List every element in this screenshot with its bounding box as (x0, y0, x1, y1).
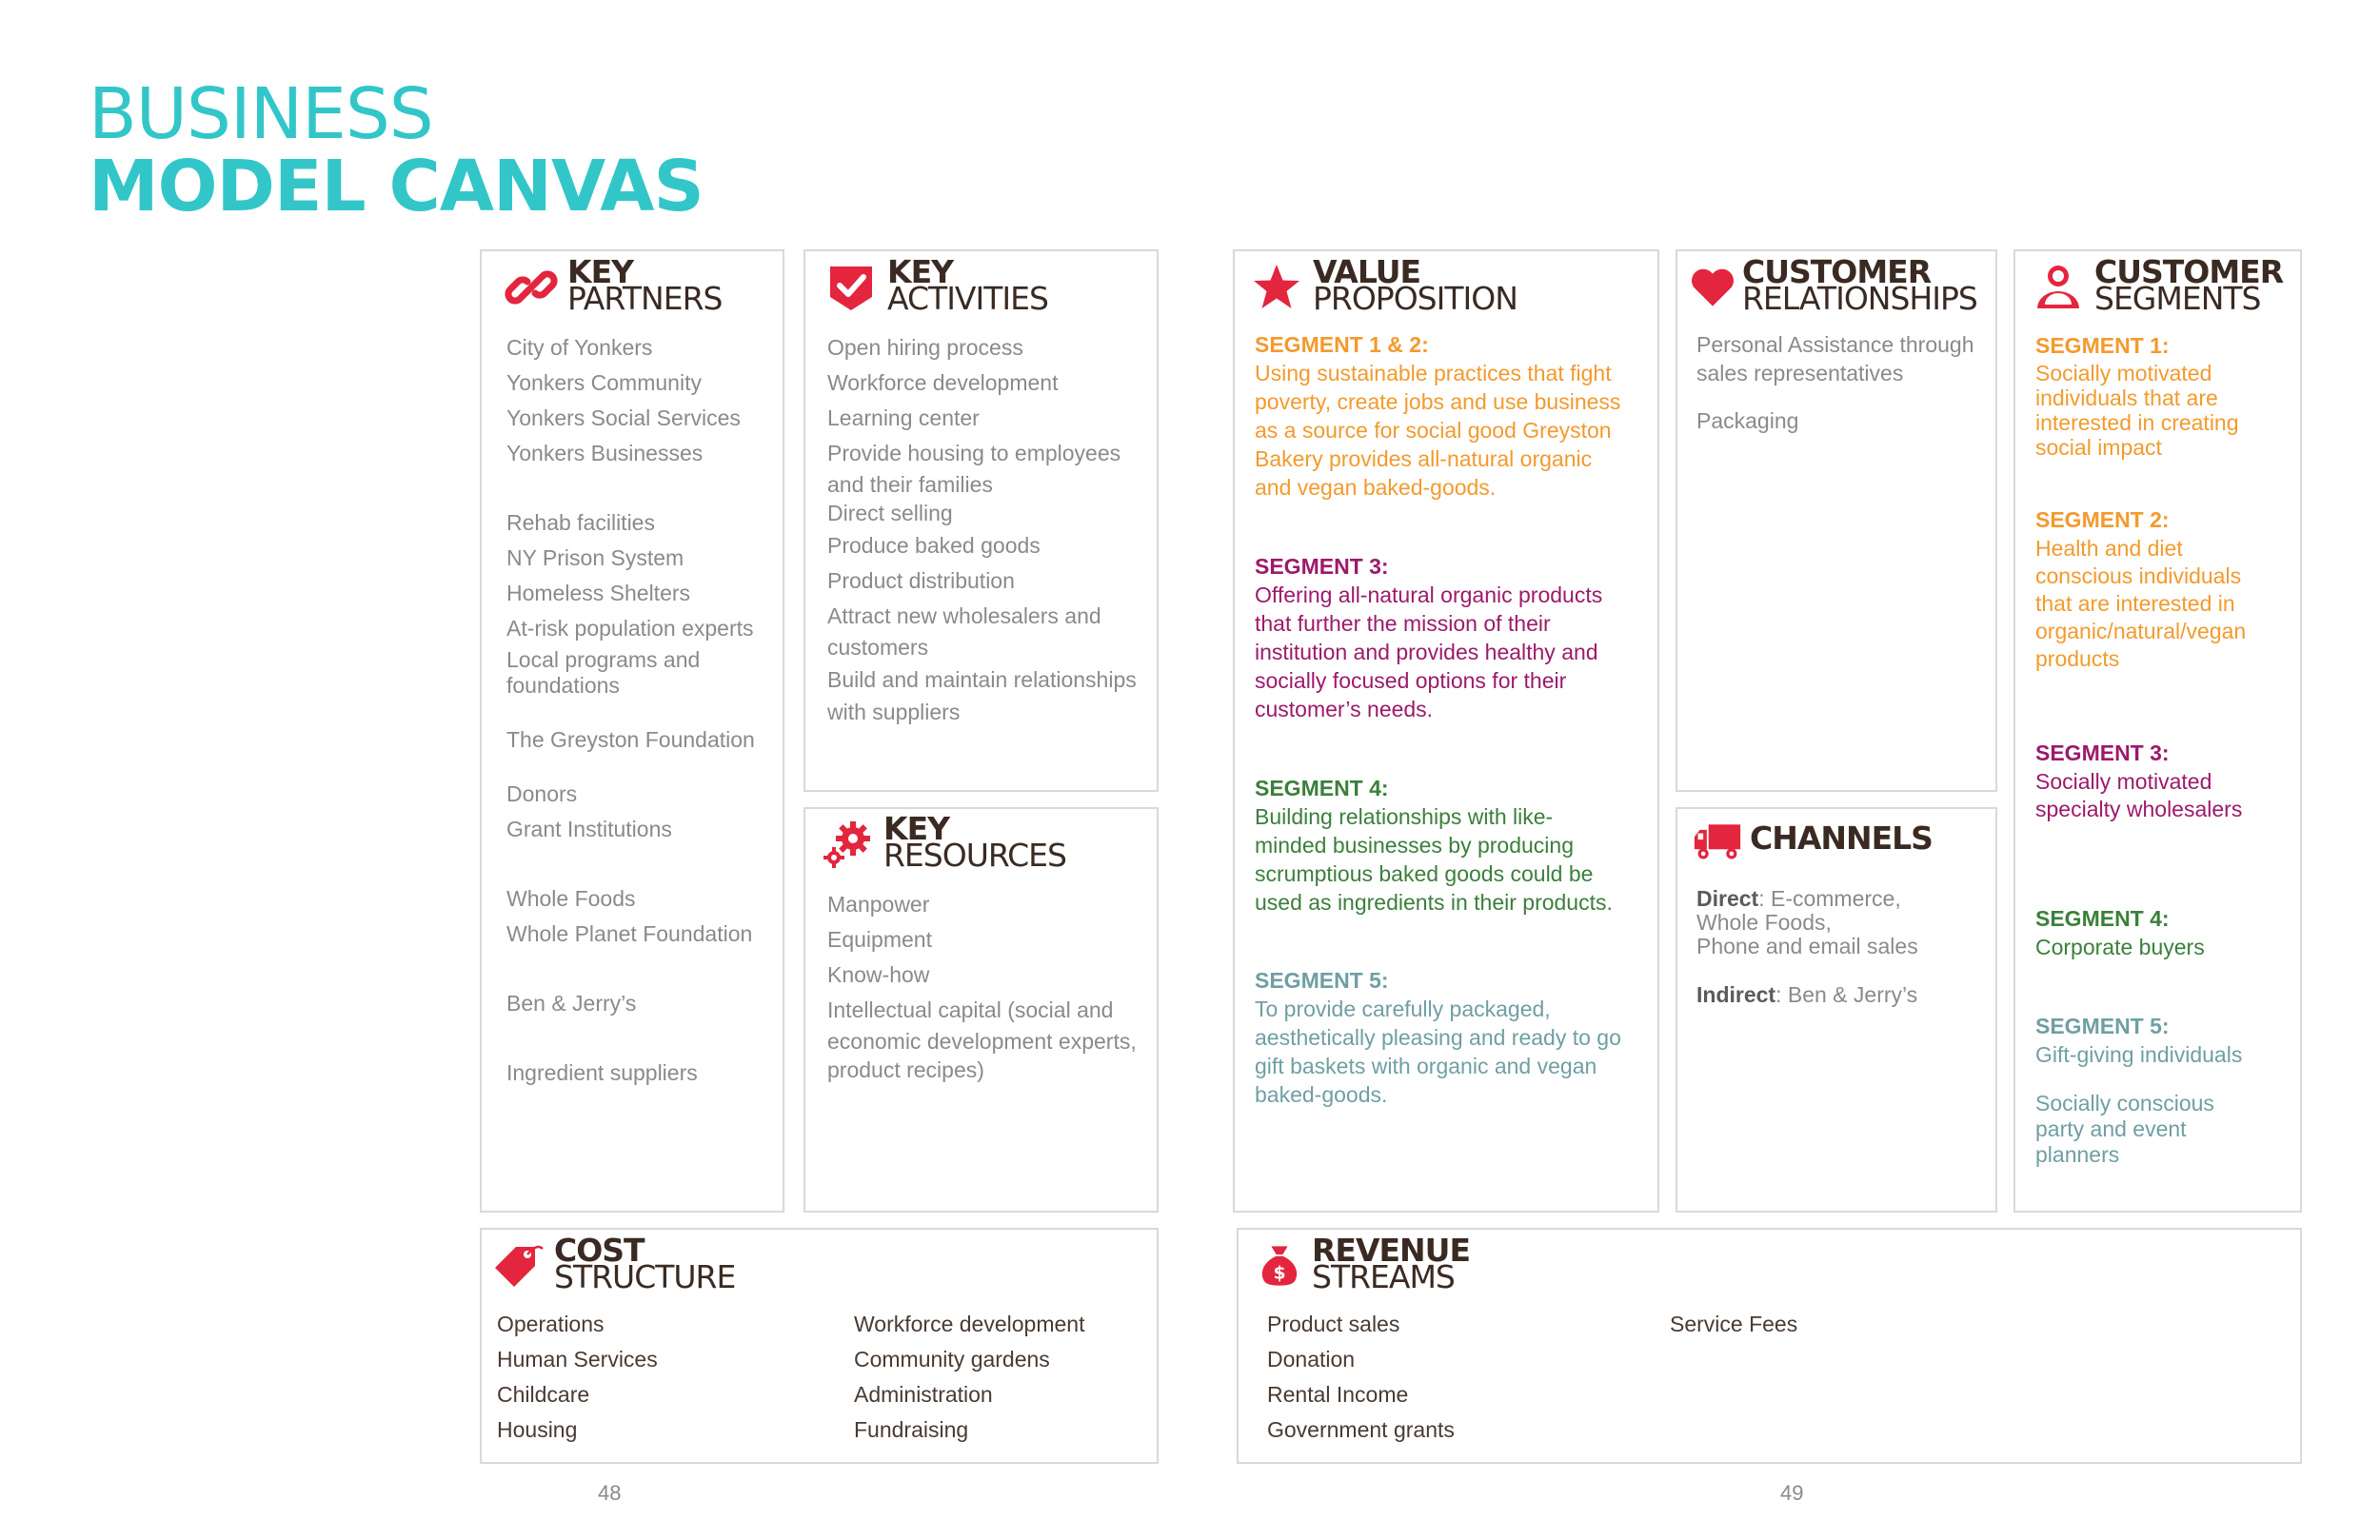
page-title (89, 73, 704, 227)
segment-line: interested in creating (2035, 410, 2239, 435)
list-item: Ben & Jerry’s (506, 991, 637, 1016)
revenue-streams-col2 (1670, 1307, 1797, 1342)
channel-direct (1696, 887, 1918, 911)
gears-icon (821, 818, 874, 871)
users-icon (2032, 261, 2085, 314)
list-item: Product sales (1267, 1312, 1400, 1336)
segment-line: baked-goods. (1255, 1082, 1388, 1107)
segment-heading: SEGMENT 3: (2035, 740, 2170, 765)
value-proposition-header (1250, 253, 1517, 317)
indirect-label: Indirect (1696, 982, 1776, 1007)
segment-line: party and event (2035, 1116, 2187, 1141)
customer-segment-5 (2035, 1012, 2242, 1069)
list-item: Yonkers Community (506, 370, 702, 395)
star-icon (1250, 261, 1303, 314)
channels-header (1693, 812, 1933, 867)
segment-heading: SEGMENT 4: (1255, 776, 1389, 800)
list-item: Donors (506, 781, 578, 806)
customer-segment-3 (2035, 738, 2242, 823)
segment-line: Gift-giving individuals (2035, 1042, 2243, 1067)
list-item: NY Prison System (506, 545, 684, 570)
list-item: Workforce development (854, 1312, 1085, 1336)
list-item: Manpower (827, 892, 930, 917)
segment-heading: SEGMENT 5: (2035, 1014, 2170, 1038)
list-item: sales representatives (1696, 361, 1904, 385)
segment-line: social impact (2035, 435, 2162, 460)
segment-line: Bakery provides all-natural organic (1255, 446, 1593, 471)
list-item: Fundraising (854, 1417, 969, 1442)
value-segment-4 (1255, 774, 1613, 917)
list-item: The Greyston Foundation (506, 727, 755, 752)
list-item: Phone and email sales (1696, 934, 1918, 958)
cost-structure-col2 (854, 1307, 1084, 1448)
customer-segment-2 (2035, 504, 2246, 673)
key-activities-title-rest: ACTIVITIES (887, 280, 1048, 317)
value-proposition-title-rest: PROPOSITION (1313, 280, 1517, 317)
segment-line: aesthetically pleasing and ready to go (1255, 1025, 1621, 1050)
list-item: foundations (506, 673, 620, 698)
segment-heading: SEGMENT 2: (2035, 507, 2170, 532)
segment-line: that are interested in (2035, 591, 2235, 616)
customer-segments-header (2032, 253, 2284, 317)
page-number-right: 49 (1780, 1481, 1804, 1505)
value-segment-1-2 (1255, 330, 1620, 502)
segment-line: institution and provides healthy and (1255, 640, 1598, 664)
segment-line: and vegan baked-goods. (1255, 475, 1497, 500)
segment-line: Building relationships with like- (1255, 804, 1554, 829)
customer-segments-title-rest: SEGMENTS (2094, 280, 2261, 317)
customer-relationships-header (1689, 253, 1977, 317)
list-item: At-risk population experts (506, 616, 754, 641)
segment-line: Offering all-natural organic products (1255, 582, 1603, 607)
cost-structure-title-bold: COST (554, 1232, 645, 1269)
key-activities-title-bold: KEY (887, 253, 954, 290)
customer-segment-1 (2035, 330, 2239, 460)
indirect-value: : Ben & Jerry’s (1775, 982, 1918, 1007)
channels-list (1696, 887, 1918, 1007)
money-bag-icon (1257, 1239, 1302, 1293)
segment-line: Socially motivated (2035, 361, 2212, 385)
list-item: Local programs and (506, 647, 701, 672)
direct-value: : E-commerce, (1758, 886, 1901, 911)
list-item: customers (827, 635, 929, 660)
list-item: Community gardens (854, 1347, 1050, 1372)
cost-structure-col1 (497, 1307, 658, 1448)
list-item: Produce baked goods (827, 533, 1041, 558)
list-item: Workforce development (827, 370, 1059, 395)
link-icon (505, 261, 558, 314)
direct-label: Direct (1696, 886, 1759, 911)
segment-line: planners (2035, 1142, 2120, 1167)
segment-line: organic/natural/vegan (2035, 619, 2247, 643)
value-segment-5 (1255, 966, 1621, 1109)
segment-line: Using sustainable practices that fight (1255, 361, 1612, 385)
list-item: Grant Institutions (506, 817, 672, 841)
segment-line: scrumptious baked goods could be (1255, 861, 1594, 886)
segment-line: individuals that are (2035, 385, 2218, 410)
truck-icon (1693, 814, 1742, 867)
list-item: Learning center (827, 405, 980, 430)
segment-line: conscious individuals (2035, 563, 2242, 588)
key-resources-title-rest: RESOURCES (883, 837, 1066, 874)
channels-box (1676, 807, 1997, 1213)
list-item: Rehab facilities (506, 510, 655, 535)
value-segment-3 (1255, 552, 1602, 723)
list-item: Product distribution (827, 568, 1015, 593)
segment-line: used as ingredients in their products. (1255, 890, 1613, 915)
list-item: Administration (854, 1382, 993, 1407)
list-item: Build and maintain relationships (827, 667, 1137, 692)
segment-heading: SEGMENT 3: (1255, 554, 1389, 579)
list-item: economic development experts, (827, 1029, 1137, 1054)
customer-relationships-title-bold: CUSTOMER (1742, 253, 1932, 290)
customer-relationships-list (1696, 330, 1974, 435)
segment-heading: SEGMENT 4: (2035, 906, 2170, 931)
segment-line: gift baskets with organic and vegan (1255, 1054, 1597, 1078)
key-partners-title-bold: KEY (567, 253, 634, 290)
list-item: Attract new wholesalers and (827, 603, 1101, 628)
revenue-streams-header (1257, 1232, 1470, 1295)
segment-line: that further the mission of their (1255, 611, 1551, 636)
key-activities-header (824, 253, 1048, 317)
cost-structure-header (491, 1232, 736, 1295)
list-item: Provide housing to employees (827, 441, 1121, 465)
segment-heading: SEGMENT 5: (1255, 968, 1389, 993)
segment-line: specialty wholesalers (2035, 797, 2243, 821)
list-item: City of Yonkers (506, 335, 653, 360)
segment-line: To provide carefully packaged, (1255, 997, 1551, 1021)
cost-structure-title-rest: STRUCTURE (554, 1258, 736, 1295)
revenue-streams-title-bold: REVENUE (1312, 1232, 1470, 1269)
list-item: Human Services (497, 1347, 658, 1372)
list-item: Donation (1267, 1347, 1356, 1372)
value-proposition-title-bold: VALUE (1313, 253, 1421, 290)
revenue-streams-col1 (1267, 1307, 1455, 1448)
heart-icon (1689, 261, 1736, 314)
list-item: Service Fees (1670, 1312, 1798, 1336)
list-item: Whole Foods (506, 886, 636, 911)
key-partners-title-rest: PARTNERS (567, 280, 723, 317)
list-item: Direct selling (827, 501, 953, 525)
list-item: Intellectual capital (social and (827, 997, 1114, 1022)
list-item: Yonkers Businesses (506, 441, 704, 465)
segment-line: customer’s needs. (1255, 697, 1434, 721)
segment-line: Socially conscious (2035, 1091, 2214, 1116)
key-activities-list (827, 330, 1137, 725)
key-resources-title-bold: KEY (883, 810, 950, 847)
page-number-left: 48 (598, 1481, 622, 1505)
list-item: Whole Planet Foundation (506, 921, 753, 946)
price-tag-icon (491, 1239, 545, 1293)
list-item: Homeless Shelters (506, 581, 691, 605)
customer-segments-title-bold: CUSTOMER (2094, 253, 2284, 290)
list-item: Open hiring process (827, 335, 1023, 360)
list-item: Government grants (1267, 1417, 1455, 1442)
list-item: Yonkers Social Services (506, 405, 741, 430)
key-resources-list (827, 887, 1137, 1084)
segment-line: Health and diet (2035, 536, 2183, 561)
segment-line: Corporate buyers (2035, 935, 2205, 959)
list-item: Operations (497, 1312, 605, 1336)
svg-text:$: $ (1273, 1263, 1286, 1284)
list-item: Know-how (827, 962, 930, 987)
segment-heading: SEGMENT 1: (2035, 333, 2170, 358)
segment-line: Socially motivated (2035, 769, 2212, 794)
customer-segment-6 (2035, 1091, 2214, 1168)
list-item: Ingredient suppliers (506, 1060, 698, 1085)
list-item: Housing (497, 1417, 578, 1442)
segment-line: minded businesses by producing (1255, 833, 1574, 858)
segment-heading: SEGMENT 1 & 2: (1255, 332, 1429, 357)
channel-indirect (1696, 983, 1918, 1007)
segment-line: socially focused options for their (1255, 668, 1567, 693)
list-item: Equipment (827, 927, 932, 952)
title-line-2: MODEL CANVAS (89, 146, 704, 227)
key-resources-header (821, 810, 1066, 874)
check-shield-icon (824, 261, 878, 314)
segment-line: products (2035, 646, 2120, 671)
list-item: Childcare (497, 1382, 590, 1407)
channels-title: CHANNELS (1750, 819, 1933, 857)
list-item: Packaging (1696, 408, 1799, 433)
list-item: Rental Income (1267, 1382, 1409, 1407)
customer-relationships-title-rest: RELATIONSHIPS (1742, 280, 1977, 317)
segment-line: poverty, create jobs and use business (1255, 389, 1621, 414)
segment-line: as a source for social good Greyston (1255, 418, 1612, 443)
customer-segment-4 (2035, 904, 2205, 961)
list-item: and their families (827, 472, 993, 497)
revenue-streams-title-rest: STREAMS (1312, 1258, 1455, 1295)
list-item: product recipes) (827, 1057, 984, 1082)
title-line-1: BUSINESS (89, 73, 433, 155)
key-partners-list (506, 330, 755, 1091)
key-partners-header (505, 253, 723, 317)
list-item: Personal Assistance through (1696, 332, 1974, 357)
list-item: with suppliers (827, 700, 961, 724)
list-item: Whole Foods, (1696, 910, 1832, 935)
